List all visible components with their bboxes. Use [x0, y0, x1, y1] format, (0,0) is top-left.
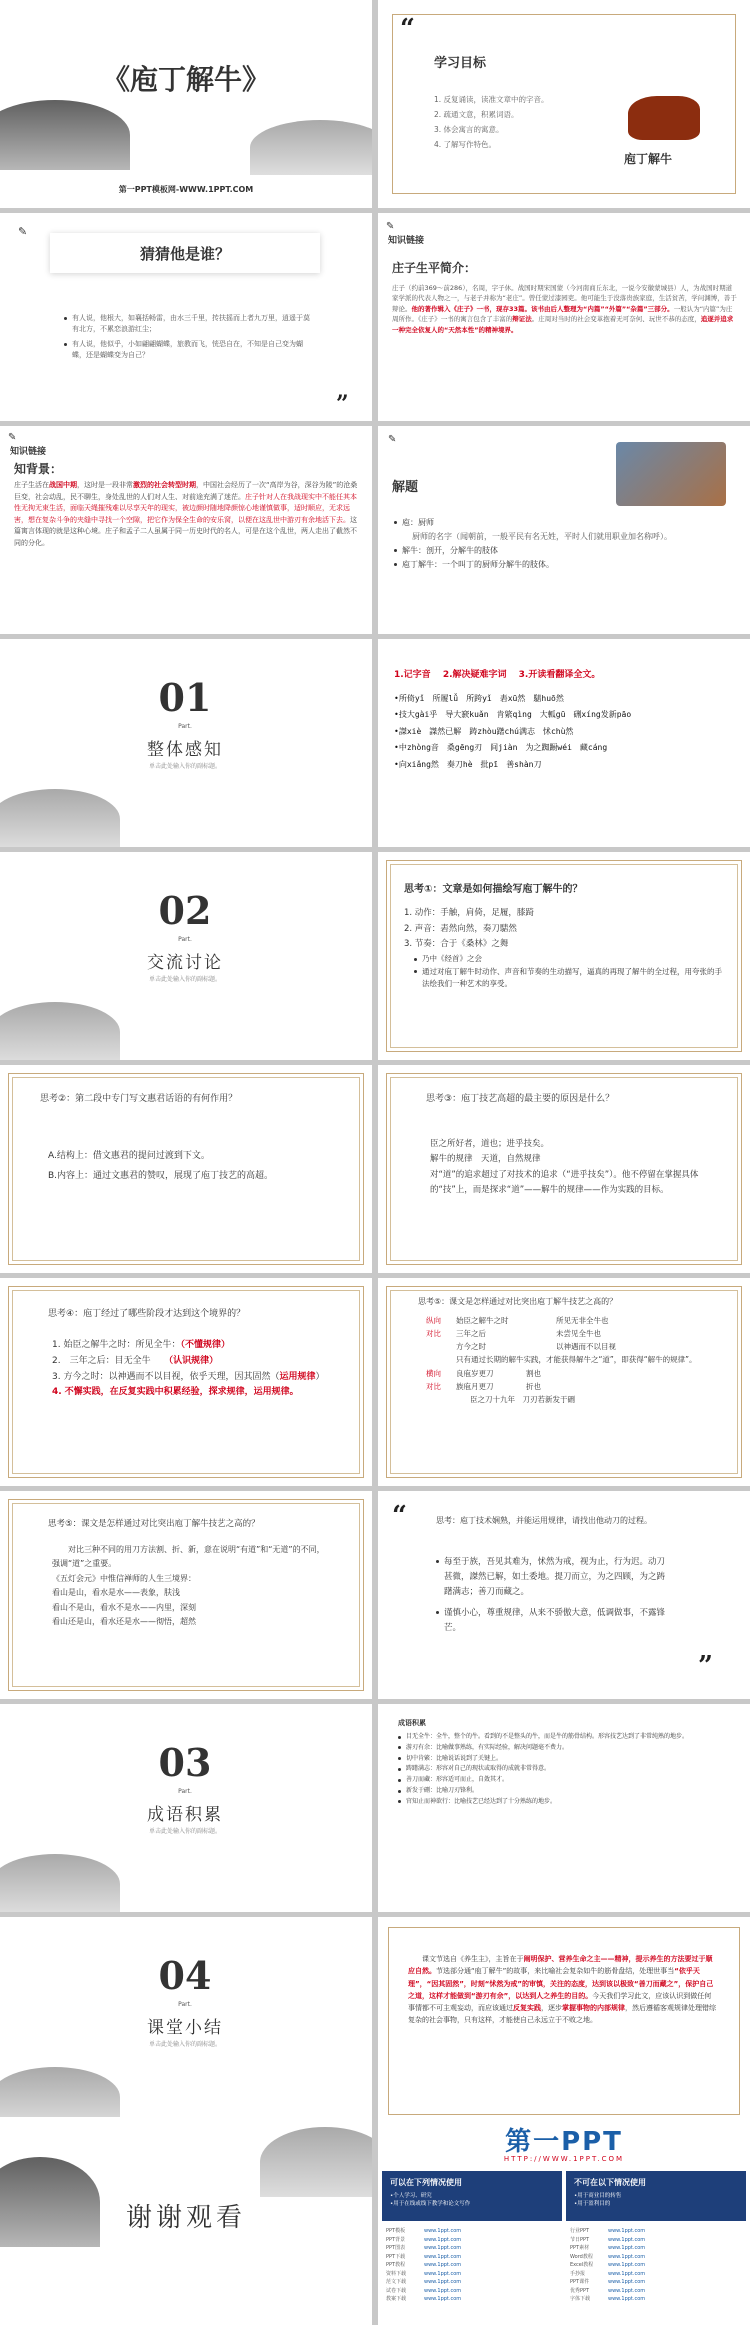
pinyin-table [394, 691, 740, 773]
stage-note: （认识规律） [168, 1355, 219, 1366]
answer-line: 对“道”的追求超过了对技术的追求（“进乎技矣”）。他不停留在掌握具体的“技”上，而是探求“道”——解牛的规律——作为实践的目标。 [430, 1169, 699, 1195]
link-url[interactable]: www.1ppt.com [424, 2228, 462, 2234]
idioms-title: 成语积累 [398, 1719, 426, 1727]
stage-text: 4. [52, 1387, 62, 1398]
link-row [386, 2253, 562, 2262]
answer-b: B.内容上：通过文惠君的赞叹，展现了庖丁技艺的高超。 [48, 1171, 274, 1181]
slide-10 [378, 852, 750, 1060]
slide-4 [378, 213, 750, 421]
brush-icon: ✎ [386, 221, 395, 232]
answer-item: 3. 节奏：合于《桑林》之舞 [404, 939, 509, 950]
stages [52, 1338, 342, 1401]
row-b: 以神遇而不以目视 [556, 1342, 616, 1352]
slide-12 [378, 1065, 750, 1273]
idiom-item: 目无全牛：全牛，整个的牛。看到的不是整头的牛，而是牛的筋骨结构。形容技艺达到了非常纯熟的地步。 [398, 1732, 728, 1743]
bio-title: 庄子生平简介： [392, 261, 477, 275]
bio-highlight: 他的著作辑入《庄子》一书，现存33篇。该书由后人整理为“内篇”“外篇”“杂篇”三部分。 [411, 304, 674, 313]
bg-highlight: 战国中期 [49, 481, 77, 489]
section-title: 交流讨论 [147, 953, 223, 973]
stage-note: 运用规律 [279, 1371, 316, 1382]
part-label: Part. [178, 2001, 192, 2008]
sub-item: 乃中《经首》之会 [414, 953, 724, 965]
bg-highlight: 庄子针对人在我战现实中不能任其本性无拘无束生活，面临天绳摧残难以尽享天年的现实，被边颜时随地降颜惊心地谨慎做事，适时顺应，无求远害，想在复杂斗争的夹缝中寻找一个空隙，把它作为保全生命的安乐窝，以便在这乱世中游刃有余地活下去。 [14, 492, 357, 524]
task-3: 3.开读看翻译全文。 [518, 670, 601, 680]
link-row [570, 2295, 746, 2304]
bio-text: 庄子（约前369～前286），名周，字子休。战国时期宋国蒙（今河南商丘东北，一说今安徽蒙城县）人，为战国时期道家学派的代表人物之一，与老子并称为“老庄”。曾任蒙过漆园吏。他可能生于没落贵族家庭，生活贫苦，学问渊博，善于辩论。 [392, 284, 737, 313]
row-label: 对比 [426, 1329, 441, 1339]
goals-title: 学习目标 [434, 56, 487, 71]
word: 砉xū然 [499, 694, 526, 703]
bio-text: 一般认为“内篇”为庄周所作。《庄子》一书的寓言包含了丰富的 [392, 304, 733, 324]
stage-text: 3. 方今之时：以神遇而不以目视，依乎天理，因其固然（ [52, 1371, 280, 1382]
link-row [570, 2270, 746, 2279]
compare-row [426, 1314, 726, 1327]
section-title: 成语积累 [147, 1805, 223, 1825]
answer-line: 解牛的规律 天道，自然规律 [430, 1154, 541, 1165]
compare-row [426, 1367, 726, 1380]
mountain-left [0, 1002, 120, 1060]
logo-url: HTTP://WWW.1PPT.COM [503, 2155, 625, 2163]
slide-3 [0, 213, 372, 421]
row-b: 割也 [526, 1368, 541, 1378]
list-item: 有人说，他根大，如襄括畅雷，由水三千里，抟扶摇而上者九万里，逍遥于莫有北方，不累恋浪游红尘； [64, 313, 314, 335]
word: •向xiǎng然 [394, 759, 439, 769]
slide-18 [378, 1704, 750, 1912]
brush-icon: ✎ [8, 432, 17, 443]
panel-title: 不可在以下情况使用 [574, 2178, 646, 2187]
footer-text: 第一PPT模板网-WWW.1PPT.COM [118, 185, 254, 194]
link-row [570, 2236, 746, 2245]
word: 导大窾kuǎn [445, 710, 489, 720]
slide-22 [378, 2117, 750, 2325]
slide-15 [0, 1491, 372, 1699]
word: 为之踟蹰wéi [525, 743, 572, 753]
bio-body [392, 283, 738, 335]
answer-line: 看山是山，看水是水——表象，肤浅 [52, 1588, 180, 1598]
goals-list [434, 92, 549, 152]
answer-a: A.结构上：借文惠君的提问过渡到下文。 [48, 1151, 210, 1161]
link-label: 节日PPT [570, 2236, 590, 2243]
section-title: 课堂小结 [147, 2018, 223, 2038]
links-right [570, 2227, 746, 2304]
word: •謋xiè [394, 726, 422, 736]
mountain-left [0, 1854, 120, 1912]
link-label: PPT背景 [386, 2236, 406, 2243]
slide-21 [0, 2117, 372, 2325]
row-b: 刀刃若新发于硎 [522, 1394, 575, 1404]
word: 騞huō然 [533, 694, 564, 703]
bg-text: 这篇寓言体现的就是这种心境。庄子和孟子二人虽属于同一历史时代的名人，可是在这个乱世，两人走出了截然不同的分化。 [14, 515, 357, 547]
panel-item: •个人学习、研究 [390, 2193, 432, 2199]
mountain-right [250, 120, 372, 175]
list-item: 每至于族，吾见其难为，怵然为戒，视为止，行为迟。动刀甚微，謋然已解，如土委地。提刀而立，为之四顾，为之踌躇满志；善刀而藏之。 [436, 1555, 666, 1600]
row-a: 始臣之解牛之时 [456, 1316, 509, 1325]
idiom-item: 官知止而神欲行：比喻技艺已经达到了十分熟练的地步。 [398, 1797, 728, 1808]
question: 思考：庖丁技术娴熟，并能运用规律，请找出他动刀的过程。 [436, 1516, 652, 1525]
links-left [386, 2227, 562, 2304]
brush-icon: ✎ [18, 225, 28, 238]
word: 批pī [480, 759, 499, 769]
stage-text: 1. 始臣之解牛之时：所见全牛： [52, 1340, 181, 1350]
bg-text: ，这时是一段非常 [77, 481, 133, 489]
link-row [570, 2261, 746, 2270]
link-row [386, 2295, 562, 2304]
word: 藏cáng [579, 743, 608, 753]
sub-item: 通过对庖丁解牛时动作、声音和节奏的生动描写，逼真的再现了解牛的全过程，用夸张的手法绘我们一种艺术的享受。 [414, 966, 724, 991]
summary-text: ，然后遵循客观规律处理错综复杂的社会事物，只有这样，才能使自己永远立于不败之地。 [408, 2004, 716, 2025]
link-row [570, 2227, 746, 2236]
summary-text: ，逐步 [541, 2004, 562, 2012]
link-row [386, 2236, 562, 2245]
link-url[interactable]: www.1ppt.com [424, 2270, 462, 2277]
goal-item: 2. 疏通文意，积累词语。 [434, 110, 519, 119]
link-label: 教案下载 [386, 2296, 407, 2302]
goal-item: 3. 体会寓言的寓意。 [434, 125, 504, 134]
link-label: PPT素材 [570, 2245, 590, 2251]
link-label: 行业PPT [570, 2228, 590, 2234]
stage-note: 不懈实践，在反复实践中积累经验，探求规律，运用规律。 [64, 1387, 299, 1398]
question: 思考③：庖丁技艺高超的最主要的原因是什么？ [426, 1094, 615, 1104]
section-title: 整体感知 [147, 740, 223, 760]
stage-1 [52, 1338, 342, 1354]
section-subtitle: 单击此处输入你的副标题。 [148, 763, 221, 770]
mountain-left [0, 789, 120, 847]
pinyin-row [394, 691, 740, 707]
stage-text: 2. 三年之后：目无全牛 [52, 1355, 169, 1366]
compare-row [426, 1340, 726, 1353]
idiom-item: 踌躇满志：形容对自己的现状或取得的成就非常得意。 [398, 1764, 728, 1775]
link-row [386, 2227, 562, 2236]
answer-item: 1. 动作：手触，肩倚，足履，膝踦 [404, 908, 534, 918]
word: 桑gēng刃 [446, 743, 483, 753]
link-row [386, 2244, 562, 2253]
stage-text: ） [315, 1371, 325, 1382]
word: 所履lǚ [432, 694, 459, 703]
row-a: 方今之时 [456, 1342, 486, 1352]
stage-note: （不懂规律） [180, 1340, 230, 1350]
quote-icon: ” [698, 1651, 713, 1681]
word: 所跨yǐ [466, 694, 492, 703]
link-row [570, 2244, 746, 2253]
summary-highlight: “依乎天理”，“因其固然”，时刻“怵然为戒”的审慎，关注的态度，达到该以极致“善刀而藏之”，保护自己之道，这样才能做到“游刃有余”，以达到人之养生的目的。 [408, 1967, 714, 2000]
stage-3 [52, 1370, 342, 1386]
row-b: 折也 [526, 1381, 541, 1391]
section-tag: 知识链接 [10, 447, 47, 457]
section-number: 04 [158, 1953, 212, 1998]
link-row [386, 2278, 562, 2287]
slide-8 [378, 639, 750, 847]
summary-highlight: 阐明保护、营养生命之主——精神，提示养生的方法要过于顺应自然。 [408, 1955, 713, 1976]
link-row [570, 2287, 746, 2296]
list-item: 有人说，他似乎，小如翩翩蝴蝶，旅教而飞，恍恐自在，不知是自己变为蝴蝶，还是蝴蝶变为自己？ [64, 339, 314, 361]
guess-title: 猜猜他是谁？ [139, 245, 230, 263]
task-2: 2.解决疑难字词 [442, 670, 507, 680]
quote-icon: “ [400, 14, 415, 44]
compare-row [426, 1380, 726, 1393]
section-number: 02 [158, 888, 212, 933]
compare-table [426, 1314, 726, 1406]
link-label: PPT下载 [386, 2253, 406, 2260]
question: 思考⑤：课文是怎样通过对比突出庖丁解牛技艺之高的？ [48, 1519, 260, 1529]
bg-text: 庄子生活在 [14, 481, 49, 489]
link-label: 手抄报 [570, 2270, 586, 2277]
summary-highlight: 掌握事物的内部规律 [562, 2004, 625, 2012]
word: 硎xíng发新pāo [573, 710, 632, 720]
summary-text: 节选部分通“庖丁解牛”的故事，来比喻社会复杂如牛的筋骨盘结，处理世事当 [436, 1967, 675, 1976]
idiom-item: 游刃有余：比喻做事熟练，有实际经验，解决问题毫不费力。 [398, 1743, 728, 1754]
compare-row [426, 1393, 726, 1406]
question: 思考④：庖丁经过了哪些阶段才达到这个境界的？ [48, 1309, 246, 1319]
link-url[interactable]: www.1ppt.com [424, 2245, 462, 2251]
mountain-left [0, 100, 130, 170]
summary-text: 今天我们学习此文，应该认识到做任何事情都不可主观妄动，而应该通过 [408, 1991, 712, 2012]
part-label: Part. [178, 936, 192, 943]
row-b: 未尝见全牛也 [556, 1329, 601, 1339]
link-label: Excel教程 [570, 2262, 594, 2268]
goal-item: 4. 了解写作特色。 [434, 140, 497, 149]
link-label: 字体下载 [570, 2296, 591, 2302]
link-label: Word教程 [570, 2253, 593, 2260]
word: 奏刀hè [446, 759, 473, 769]
link-url[interactable]: www.1ppt.com [608, 2262, 646, 2268]
link-label: 优秀PPT [570, 2287, 590, 2294]
word: 肯綮qìng [496, 710, 532, 720]
idiom-item: 善刀而藏：形容适可而止，自敛其才。 [398, 1775, 728, 1786]
answer-lines [52, 1543, 332, 1629]
bg-body [14, 480, 360, 549]
stage-2 [52, 1354, 342, 1370]
link-url[interactable]: www.1ppt.com [424, 2287, 462, 2294]
quote-icon: ” [336, 391, 349, 417]
slide-5 [0, 426, 372, 634]
section-number: 03 [158, 1740, 212, 1785]
topic-list [394, 516, 734, 572]
row-b: 所见无非全牛也 [556, 1316, 609, 1325]
idioms-list [398, 1732, 728, 1808]
bg-highlight: 激烈的社会转型时期 [133, 481, 196, 489]
idiom-item: 新发于硎：比喻刀刃锋利。 [398, 1786, 728, 1797]
item-text: 庖：厨师 [402, 518, 434, 527]
link-label: 试卷下载 [386, 2287, 407, 2294]
slide-2 [378, 0, 750, 208]
ox-caption: 庖丁解牛 [624, 152, 673, 166]
section-subtitle: 单击此处输入你的副标题。 [148, 2041, 221, 2048]
panel-item: •用于商业目的转售 [574, 2193, 622, 2199]
link-label: 范文下载 [386, 2279, 407, 2285]
word: 大軱gū [539, 710, 566, 720]
row-a: 三年之后 [456, 1329, 486, 1339]
row-a: 族庖月更刀 [456, 1381, 494, 1391]
list-item: 谨慎小心，尊重规律，从来不骄傲大意，低调做事，不露锋芒。 [436, 1606, 666, 1636]
word: •中zhòng音 [394, 743, 439, 753]
ox-image [628, 96, 700, 140]
link-url[interactable]: www.1ppt.com [608, 2253, 646, 2260]
answer-line: 看山不是山，看水不是水——内里，深刻 [52, 1602, 196, 1612]
topic-title: 解题 [392, 480, 419, 495]
summary-highlight: 反复实践 [513, 2004, 541, 2012]
row-label: 纵向 [426, 1316, 441, 1325]
panel-title: 可以在下列情况使用 [390, 2178, 462, 2187]
left-panel [382, 2171, 562, 2221]
bg-title: 知背景： [14, 462, 63, 476]
section-subtitle: 单击此处输入你的副标题。 [148, 976, 221, 983]
link-url[interactable]: www.1ppt.com [608, 2228, 646, 2234]
panel-item: •用于在线或线下教学和论文写作 [390, 2201, 471, 2207]
word: •所倚yǐ [394, 694, 425, 703]
slide-title: 《庖丁解牛》 [101, 63, 270, 96]
goal-item: 1. 反复诵读，读准文章中的字音。 [434, 95, 549, 104]
word: 謋然已解 [429, 726, 462, 736]
word: 间jiàn [490, 743, 518, 753]
slide-6 [378, 426, 750, 634]
part-label: Part. [178, 1788, 192, 1795]
link-url[interactable]: www.1ppt.com [608, 2279, 646, 2285]
list-item [394, 516, 734, 544]
slide-13 [0, 1278, 372, 1486]
guess-list [64, 313, 314, 360]
answer-line: 对比三种不同的用刀方法割、折、新，意在说明“有道”和“无道”的不同，强调“道”之重要。 [52, 1545, 325, 1569]
ox-sculpture-image [616, 442, 726, 506]
answer-line: 看山还是山，看水还是水——彻悟，超然 [52, 1616, 196, 1626]
idiom-item: 切中肯綮：比喻说话说到了关键上。 [398, 1754, 728, 1765]
link-label: PPT图表 [386, 2245, 406, 2251]
link-url[interactable]: www.1ppt.com [608, 2245, 646, 2251]
word: 怵chù然 [542, 726, 574, 736]
compare-row [426, 1327, 726, 1340]
slide-11 [0, 1065, 372, 1273]
quote-icon: “ [392, 1501, 407, 1531]
answer-line: 《五灯会元》中惟信禅师的人生三境界： [52, 1573, 196, 1583]
link-url[interactable]: www.1ppt.com [608, 2296, 646, 2302]
pinyin-row [394, 707, 740, 723]
slide-9 [0, 852, 372, 1060]
task-1: 1.记字音 [394, 670, 431, 680]
bg-text: ，中国社会经历了一次“高岸为谷，深谷为陵”的沧桑巨变，社会动乱，民不聊生，身处乱世的人们对人生、对前途充满了迷茫。 [14, 481, 358, 501]
link-row [570, 2278, 746, 2287]
slide-19 [0, 1917, 372, 2125]
row-label: 横向 [426, 1368, 441, 1378]
answer-list [436, 1555, 666, 1635]
answer-item: 2. 声音：砉然向然，奏刀騞然 [404, 923, 517, 934]
section-number: 01 [158, 675, 212, 720]
section-subtitle: 单击此处输入你的副标题。 [148, 1828, 221, 1835]
word: •技大gài乎 [394, 710, 438, 720]
link-url[interactable]: www.1ppt.com [424, 2262, 462, 2268]
slide-1 [0, 0, 372, 208]
answer-lines [430, 1137, 710, 1198]
section-tag: 知识链接 [388, 236, 425, 246]
mountain-right [260, 2127, 372, 2197]
pinyin-row [394, 757, 740, 773]
link-url[interactable]: www.1ppt.com [424, 2253, 462, 2260]
link-url[interactable]: www.1ppt.com [608, 2270, 646, 2277]
sub-list [404, 953, 724, 990]
pinyin-row [394, 740, 740, 756]
row-a: 良庖岁更刀 [456, 1368, 494, 1378]
answer-line: 臣之所好者，道也；进乎技矣。 [430, 1139, 550, 1149]
question: 思考⑤：课文是怎样通过对比突出庖丁解牛技艺之高的？ [418, 1297, 618, 1306]
word: 善shàn刀 [506, 759, 542, 769]
slide-20 [378, 1917, 750, 2125]
question: 思考②：第二段中专门写文惠君话语的有何作用？ [40, 1094, 238, 1104]
link-row [570, 2253, 746, 2262]
link-row [386, 2287, 562, 2296]
right-panel [566, 2171, 746, 2221]
word: 踌zhòu躇chú满志 [469, 726, 535, 736]
logo-text: 第一PPT [505, 2127, 623, 2157]
thanks-title: 谢谢观看 [125, 2203, 246, 2233]
row-a: 臣之刀十九年 [470, 1394, 515, 1404]
compare-note: 只有通过长期的解牛实践，才能获得解牛之“道”，即获得“解牛的规律”。 [456, 1355, 697, 1365]
sub-item: 厨师的名字（闻朝前，一般平民有名无姓，平时人们就用职业加名称呼）。 [412, 532, 672, 541]
slide-17 [0, 1704, 372, 1912]
answer-list [404, 906, 724, 990]
bio-highlight: 追逐并追求一种完全依复人的“天然本性”的精神境界。 [392, 315, 734, 334]
slide-7 [0, 639, 372, 847]
slide-16 [378, 1491, 750, 1699]
link-label: PPT课件 [570, 2279, 590, 2285]
link-label: PPT模板 [386, 2228, 406, 2234]
panel-item: •用于盈利目的 [574, 2201, 611, 2207]
link-url[interactable]: www.1ppt.com [608, 2287, 646, 2294]
pinyin-row [394, 724, 740, 740]
row-label: 对比 [426, 1381, 441, 1391]
bio-text: 。庄周对当时的社会变革抱着无可奈何、玩世不恭的态度， [531, 315, 701, 324]
link-url[interactable]: www.1ppt.com [424, 2279, 462, 2285]
summary-body [408, 1953, 718, 2027]
bio-highlight: 辩证法 [512, 315, 532, 324]
task-header [394, 667, 600, 680]
link-label: 资料下载 [386, 2270, 407, 2277]
link-url[interactable]: www.1ppt.com [608, 2236, 646, 2243]
link-row [386, 2270, 562, 2279]
link-row [386, 2261, 562, 2270]
part-label: Part. [178, 723, 192, 730]
brush-icon: ✎ [388, 434, 397, 445]
link-url[interactable]: www.1ppt.com [424, 2236, 462, 2243]
link-url[interactable]: www.1ppt.com [424, 2296, 462, 2302]
list-item: 庖丁解牛：一个叫丁的厨师分解牛的肢体。 [394, 558, 734, 572]
list-item: 解牛：剖开，分解牛的肢体 [394, 544, 734, 558]
summary-text: 课文节选自《养生主》，主旨在于 [422, 1955, 524, 1963]
stage-4 [52, 1385, 342, 1401]
question: 思考①：文章是如何描绘写庖丁解牛的？ [404, 884, 583, 895]
link-label: PPT教程 [386, 2262, 406, 2268]
slide-14 [378, 1278, 750, 1486]
